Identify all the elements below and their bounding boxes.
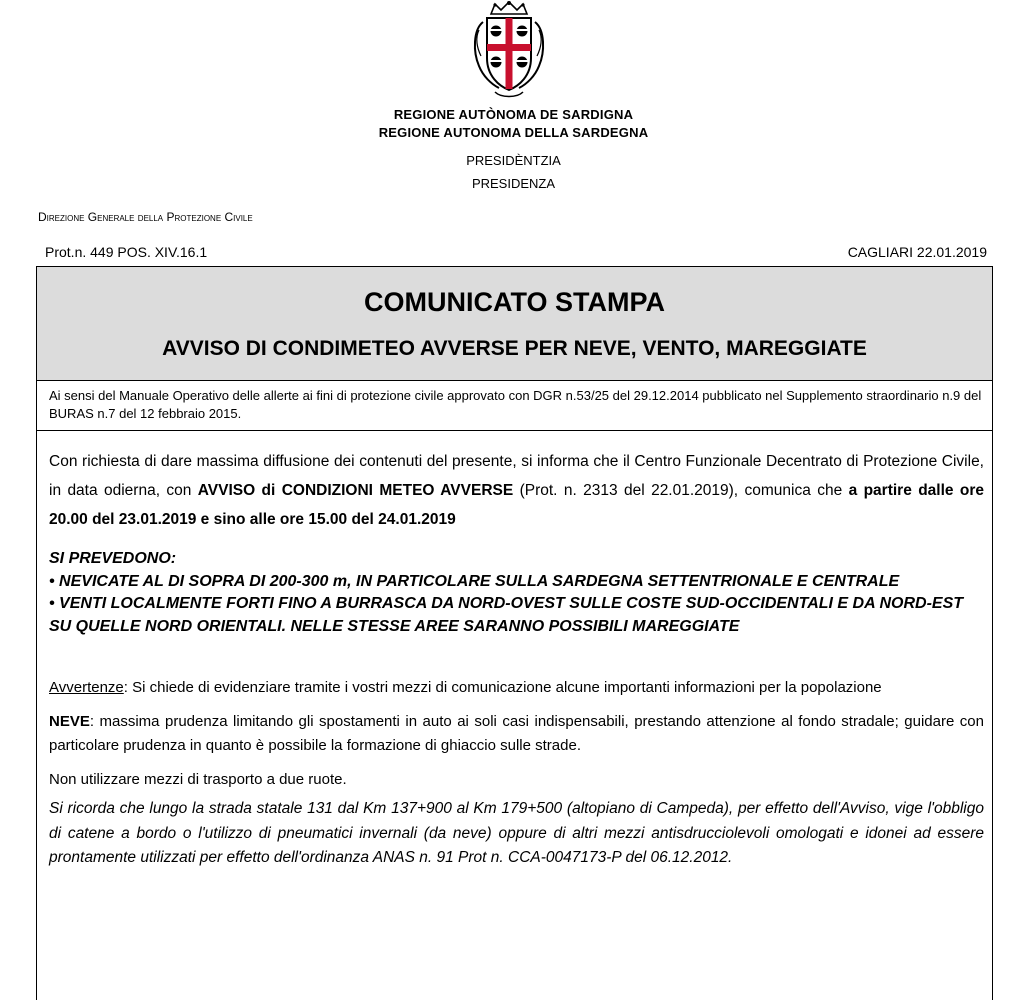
forecast-heading: SI PREVEDONO:	[49, 550, 177, 567]
intro-bold-period: a partire dalle ore 20.00 del 23.01.2019 e sino alle ore 15.00 del 24.01.2019	[49, 482, 985, 528]
legal-reference-box	[37, 381, 992, 431]
forecast-item-wind: • VENTI LOCALMENTE FORTI FINO A BURRASCA DA NORD-OVEST SULLE COSTE SUD-OCCIDENTALI E DA NORD-EST SU QUELLE NORD ORIENTALI. NELLE STESSE AREE SARANNO POSSIBILI MAREGGIATE	[49, 595, 964, 635]
presidency-sardinian: PRESIDÈNTZIA	[466, 153, 561, 168]
forecast-block	[49, 548, 984, 638]
place-date: CAGLIARI 22.01.2019	[847, 244, 987, 260]
coat-of-arms-logo	[469, 0, 549, 100]
body-content	[49, 447, 984, 871]
department-name: Direzione Generale della Protezione Civile	[38, 210, 253, 224]
legal-reference-text: Ai sensi del Manuale Operativo delle allerte ai fini di protezione civile approvato con DGR n.53/25 del 29.12.2014 pubblicato nel Supplemento straordinario n.9 del BURAS n.7 del 12 febbraio 2015.	[49, 388, 982, 421]
intro-bold-avviso: AVVISO di CONDIZIONI METEO AVVERSE	[197, 482, 514, 499]
region-name-italian: REGIONE AUTONOMA DELLA SARDEGNA	[378, 125, 649, 140]
document-title: COMUNICATO STAMPA	[364, 287, 665, 317]
presidency-italian: PRESIDENZA	[471, 176, 556, 191]
snow-paragraph	[49, 710, 984, 758]
warnings-text: : Si chiede di evidenziare tramite i vostri mezzi di comunicazione alcune importanti informazioni per la popolazione	[123, 679, 882, 696]
region-name-sardinian: REGIONE AUTÒNOMA DE SARDIGNA	[393, 107, 634, 122]
snow-text: : massima prudenza limitando gli spostamenti in auto ai soli casi indispensabili, prestando attenzione al fondo stradale; guidare con particolare prudenza in quanto è possibile la formazione di ghiaccio sulle strade.	[49, 713, 984, 754]
two-wheels-paragraph: Non utilizzare mezzi di trasporto a due ruote.	[49, 771, 347, 788]
intro-text-2: (Prot. n. 2313 del 22.01.2019), comunica che	[513, 482, 849, 499]
press-release-frame	[36, 266, 993, 1000]
forecast-item-snow: • NEVICATE AL DI SOPRA DI 200-300 m, IN PARTICOLARE SULLA SARDEGNA SETTENTRIONALE E CENTRALE	[49, 572, 900, 590]
document-subtitle: AVVISO DI CONDIMETEO AVVERSE PER NEVE, VENTO, MAREGGIATE	[162, 337, 867, 360]
intro-text-1: Con richiesta di dare massima diffusione dei contenuti del presente, si informa che il Centro Funzionale Decentrato di Protezione Civile, in data odierna, con	[49, 453, 984, 499]
snow-label: NEVE	[49, 713, 90, 730]
intro-paragraph	[49, 447, 984, 534]
warnings-label: Avvertenze	[49, 679, 124, 696]
road-notice-paragraph: Si ricorda che lungo la strada statale 131 dal Km 137+900 al Km 179+500 (altopiano di Campeda), per effetto dell'Avviso, vige l'obbligo di catene a bordo o l'utilizzo di pneumatici invernali (da neve) oppure di altri mezzi antisdrucciolevoli omologati e idonei ad essere prontamente utilizzati per effetto dell'ordinanza ANAS n. 91 Prot n. CCA-0047173-P del 06.12.2012.	[49, 800, 984, 866]
protocol-number: Prot.n. 449 POS. XIV.16.1	[45, 244, 208, 260]
title-box	[37, 267, 992, 381]
warnings-paragraph	[49, 676, 984, 700]
